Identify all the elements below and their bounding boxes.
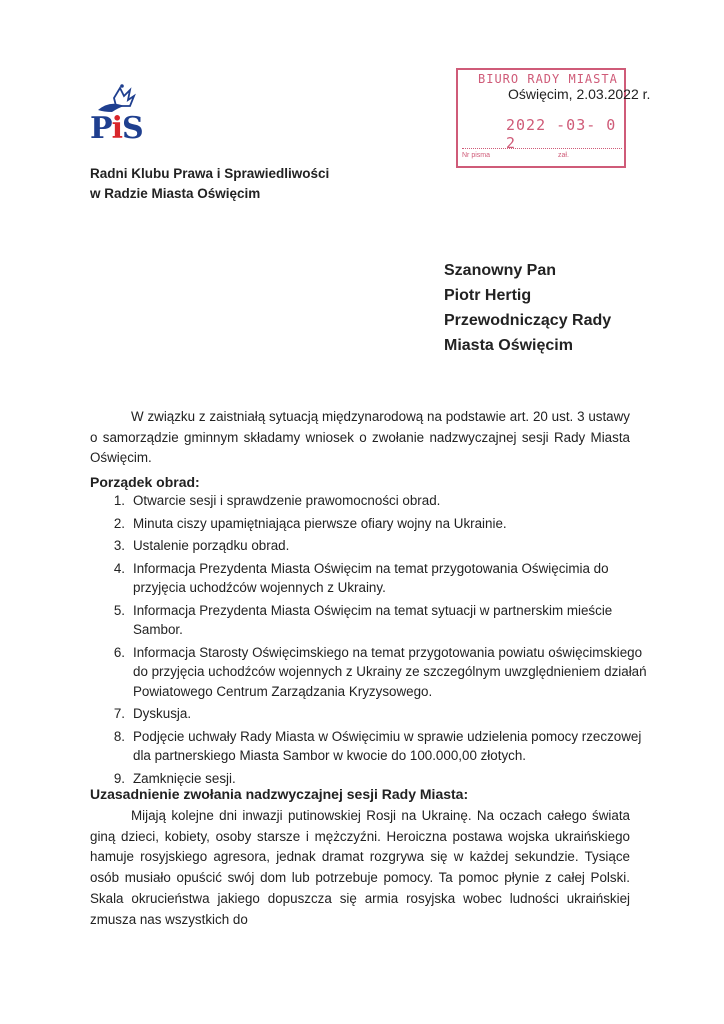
agenda-item: 6. Informacja Starosty Oświęcimskiego na temat przygotowania powiatu oświęcimskiego do przyjęcia uchodźców wojennych z Ukrainy ze szczególnym uwzględnieniem działań Powiatowego Centrum Zarządzania Kryzysowego. xyxy=(113,644,647,699)
stamp-date: 2022 -03- 0 2 xyxy=(506,116,617,152)
recipient-line: Piotr Hertig xyxy=(444,287,532,304)
org-line-2: w Radzie Miasta Oświęcim xyxy=(90,186,261,201)
justification-title: Uzasadnienie zwołania nadzwyczajnej sesji Rady Miasta: xyxy=(90,786,469,802)
agenda-list xyxy=(90,491,650,791)
agenda-item: 5. Informacja Prezydenta Miasta Oświęcim na temat sytuacji w partnerskim mieście Sambor. xyxy=(113,602,613,637)
stamp-nr-label: Nr pisma xyxy=(462,152,491,159)
recipient-block xyxy=(444,258,611,358)
stamp-title: BIURO RADY MIASTA xyxy=(478,72,618,86)
recipient-line: Miasta Oświęcim xyxy=(444,337,573,354)
sender-organization xyxy=(90,164,329,204)
agenda-item: 4. Informacja Prezydenta Miasta Oświęcim na temat przygotowania Oświęcimia do przyjęcia uchodźców wojennych z Ukrainy. xyxy=(113,560,609,595)
recipient-line: Szanowny Pan xyxy=(444,262,557,279)
org-line-1: Radni Klubu Prawa i Sprawiedliwości xyxy=(90,166,330,181)
agenda-item: 8. Podjęcie uchwały Rady Miasta w Oświęcimiu w sprawie udzielenia pomocy rzeczowej dla partnerskiego Miasta Sambor w kwocie do 100.000,00 złotych. xyxy=(113,728,642,763)
logo-wordmark: PiS xyxy=(90,111,143,146)
recipient-line: Przewodniczący Rady xyxy=(444,312,612,329)
agenda-item: 3. Ustalenie porządku obrad. xyxy=(113,538,290,553)
agenda-item: 9. Zamknięcie sesji. xyxy=(113,770,236,786)
justification-paragraph xyxy=(90,806,630,930)
stamp-zal-label: zał. xyxy=(558,152,569,159)
intro-text: W związku z zaistniałą sytuacją międzynarodową na podstawie art. 20 ust. 3 ustawy o samorządzie gminnym składamy wniosek o zwołanie nadzwyczajnej sesji Rady Miasta Oświęcim. xyxy=(90,409,630,465)
justification-text: Mijają kolejne dni inwazji putinowskiej Rosji na Ukrainę. Na oczach całego świata giną dzieci, kobiety, osoby starsze i mężczyźni. Heroiczna postawa wojska ukraińskiego hamuje rosyjskiego agresora, jednak dramat rozgrywa się w każdej sekundzie. Tysiące osób musiało opuścić swój dom lub potrzebuje pomocy. Ta pomoc płynie z całej Polski. Skala okrucieństwa jakiego dopuszcza się armia rosyjska wobec ludności ukraińskiej zmusza nas wszystkich do xyxy=(90,808,630,927)
stamp-divider xyxy=(462,148,622,149)
place-date: Oświęcim, 2.03.2022 r. xyxy=(508,86,651,102)
agenda-item: 7. Dyskusja. xyxy=(113,706,192,721)
agenda-item: 1. Otwarcie sesji i sprawdzenie prawomocności obrad. xyxy=(113,493,441,508)
agenda-title: Porządek obrad: xyxy=(90,474,200,490)
agenda-item: 2. Minuta ciszy upamiętniająca pierwsze ofiary wojny na Ukrainie. xyxy=(113,515,507,531)
intro-paragraph xyxy=(90,407,630,469)
receipt-stamp xyxy=(456,68,626,168)
pis-logo xyxy=(90,82,150,152)
